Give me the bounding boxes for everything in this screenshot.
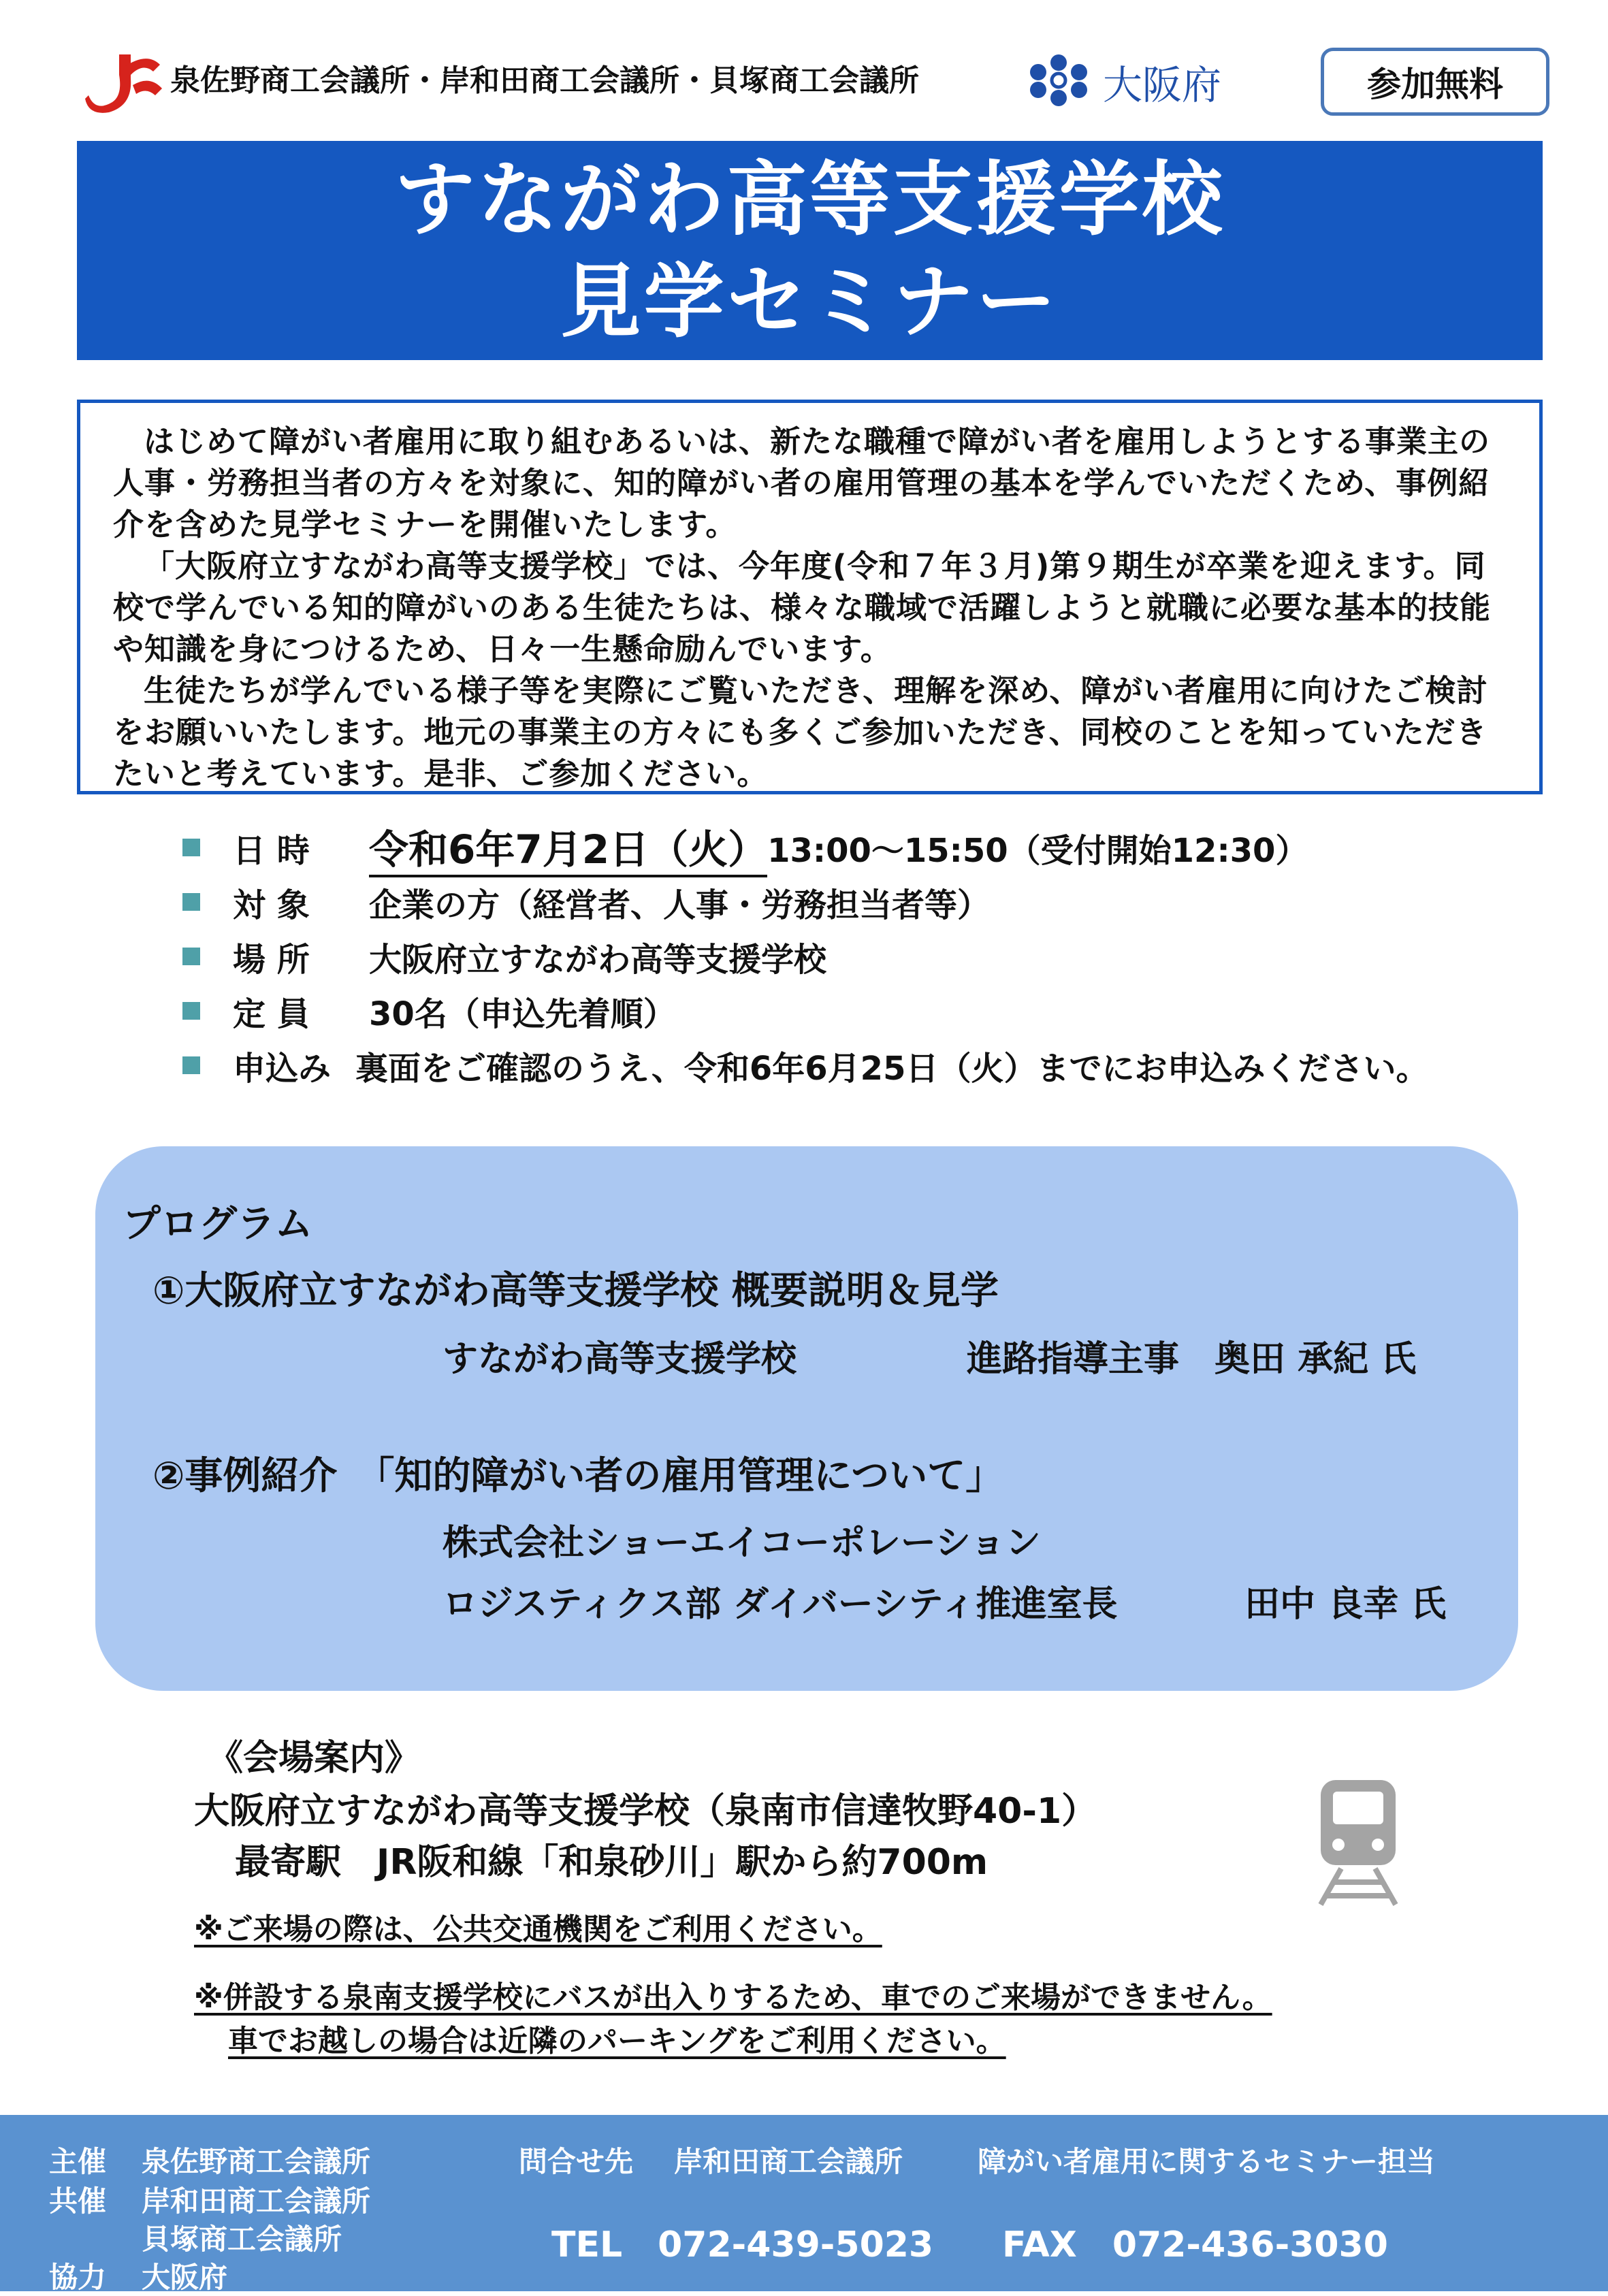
title-banner — [77, 141, 1543, 360]
detail-row-date — [182, 820, 1308, 875]
host-label: 主催 — [49, 2145, 107, 2178]
detail-value: 企業の方（経営者、人事・労務担当者等） — [369, 886, 991, 924]
cooperation-name: 大阪府 — [142, 2261, 228, 2294]
title-line-1: すながわ高等支援学校 — [394, 152, 1225, 246]
program-item-1-person: 進路指導主事 奥田 承紀 氏 — [967, 1339, 1417, 1380]
program-item-2-dept: ロジスティクス部 ダイバーシティ推進室長 — [443, 1584, 1118, 1625]
contact-label: 問合せ先 — [519, 2145, 634, 2178]
detail-value: 裏面をご確認のうえ、令和6年6月25日（火）までにお申込みください。 — [355, 1049, 1429, 1088]
bullet-icon — [182, 1002, 200, 1020]
osaka-prefecture-logo-icon — [1018, 53, 1099, 108]
footer — [0, 2115, 1608, 2294]
title-line-2: 見学セミナー — [560, 255, 1059, 349]
venue-address: 大阪府立すながわ高等支援学校（泉南市信達牧野40-1） — [194, 1791, 1097, 1832]
detail-row-target — [182, 875, 990, 929]
intro-paragraph-2: 「大阪府立すながわ高等支援学校」では、今年度(令和７年３月)第９期生が卒業を迎えます。同校で学んでいる知的障がいのある生徒たちは、様々な職域で活躍しようと就職に必要な基本的技能や知識を身につけるため、日々一生懸命励んでいます。 — [113, 548, 1492, 667]
detail-label: 申込み — [233, 1049, 332, 1088]
detail-label: 対 象 — [233, 886, 310, 924]
contact-tel: TEL 072-439-5023 — [551, 2225, 934, 2265]
parking-note-line-1: ※併設する泉南支援学校にバスが出入りするため、車でのご来場ができません。 — [194, 1980, 1272, 2015]
free-admission-badge: 参加無料 — [1321, 48, 1549, 116]
transport-note: ※ご来場の際は、公共交通機関をご利用ください。 — [194, 1912, 882, 1947]
bullet-icon — [182, 893, 200, 911]
event-time: 13:00～15:50（受付開始12:30） — [767, 831, 1308, 870]
event-date: 令和6年7月2日（火） — [369, 818, 767, 877]
program-item-1-title: ①大阪府立すながわ高等支援学校 概要説明＆見学 — [152, 1269, 999, 1313]
program-item-2-company: 株式会社ショーエイコーポレーション — [443, 1523, 1041, 1564]
contact-org: 岸和田商工会議所 — [674, 2145, 903, 2178]
cohost-label: 共催 — [49, 2184, 107, 2218]
train-icon — [1314, 1777, 1402, 1906]
venue-heading: 《会場案内》 — [208, 1738, 421, 1779]
detail-label: 日 時 — [233, 831, 310, 870]
chamber-logo-icon — [82, 48, 163, 116]
cohost-name-1: 岸和田商工会議所 — [142, 2184, 371, 2218]
program-item-2-title: ②事例紹介 「知的障がい者の雇用管理について」 — [152, 1454, 1004, 1498]
detail-row-place — [182, 929, 826, 984]
parking-note-line-2: 車でお越しの場合は近隣のパーキングをご利用ください。 — [228, 2024, 1006, 2058]
cooperation-label: 協力 — [49, 2261, 107, 2294]
cohost-name-2: 貝塚商工会議所 — [142, 2222, 342, 2256]
intro-paragraph-1: はじめて障がい者雇用に取り組むあるいは、新たな職種で障がい者を雇用しようとする事業主の人事・労務担当者の方々を対象に、知的障がい者の雇用管理の基本を学んでいただくため、事例紹介を含めた見学セミナーを開催いたします。 — [113, 423, 1491, 543]
detail-row-apply — [182, 1038, 1428, 1093]
bullet-icon — [182, 948, 200, 965]
contact-dept: 障がい者雇用に関するセミナー担当 — [978, 2145, 1436, 2178]
bullet-icon — [182, 1056, 200, 1074]
venue-station: 最寄駅 JR阪和線「和泉砂川」駅から約700m — [235, 1842, 988, 1883]
host-name: 泉佐野商工会議所 — [142, 2145, 371, 2178]
osaka-prefecture-name: 大阪府 — [1103, 62, 1222, 108]
detail-label: 定 員 — [233, 995, 310, 1033]
detail-row-capacity — [182, 984, 676, 1038]
program-box — [95, 1146, 1518, 1691]
intro-paragraph-3: 生徒たちが学んでいる様子等を実際にご覧いただき、理解を深め、障がい者雇用に向けたご検討をお願いいたします。地元の事業主の方々にも多くご参加いただき、同校のことを知っていただきたいと考えています。是非、ご参加ください。 — [113, 673, 1488, 792]
detail-value: 大阪府立すながわ高等支援学校 — [369, 940, 827, 979]
organizer-names: 泉佐野商工会議所・岸和田商工会議所・貝塚商工会議所 — [170, 63, 919, 98]
contact-fax: FAX 072-436-3030 — [1002, 2225, 1388, 2265]
program-item-1-org: すながわ高等支援学校 — [443, 1339, 797, 1380]
detail-label: 場 所 — [233, 940, 310, 979]
program-item-2-person: 田中 良幸 氏 — [1244, 1584, 1447, 1625]
detail-value: 30名（申込先着順） — [369, 995, 676, 1033]
bullet-icon — [182, 839, 200, 856]
intro-box — [77, 400, 1543, 794]
program-heading: プログラム — [123, 1202, 313, 1246]
